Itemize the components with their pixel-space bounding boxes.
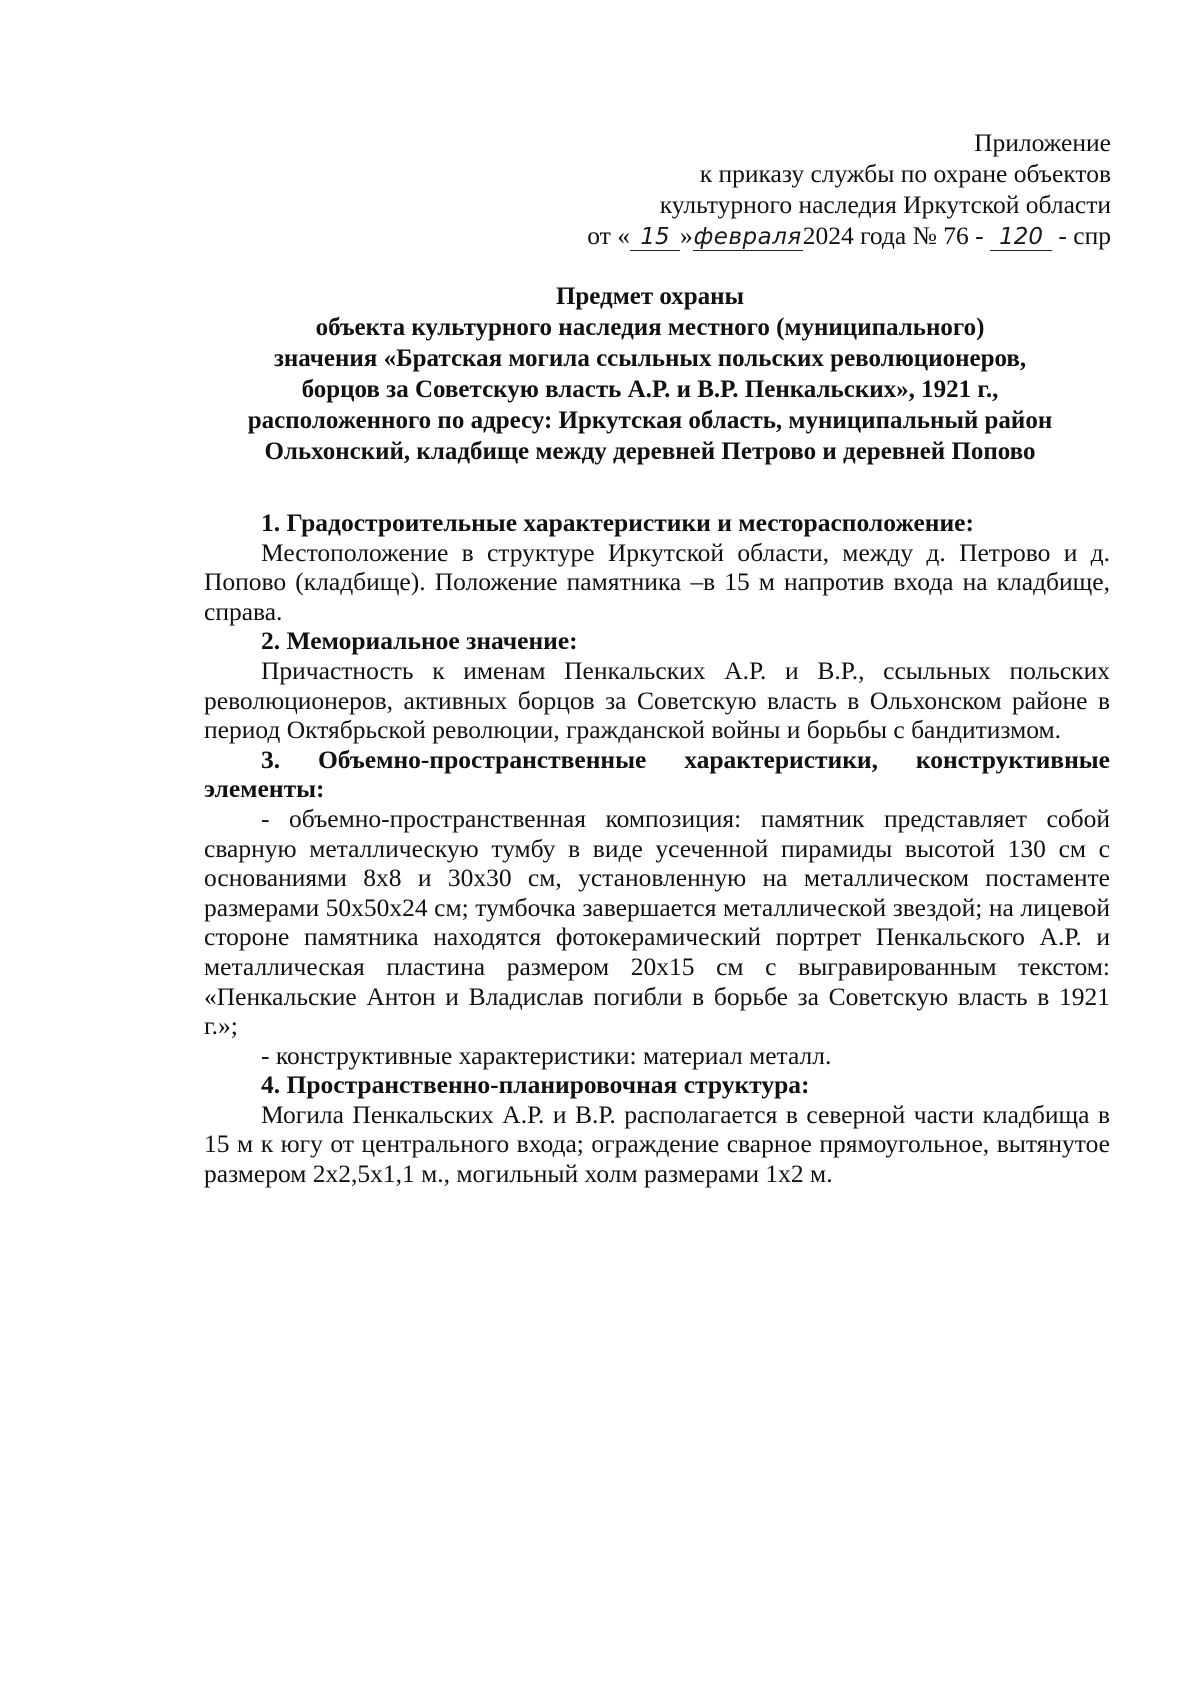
date-prefix: от « — [587, 221, 630, 250]
title-line-3: значения «Братская могила ссыльных польских революционеров, — [273, 345, 1027, 372]
section-3-paragraph-1: - объемно-пространственная композиция: памятник представляет собой сварную металлическую тумбу в виде усеченной пирамиды высотой 130 см с основаниями 8х8 и 30х30 см, установленную на металлическом постаменте размерами 50х50х24 см; тумбочка завершается металлической звездой; на лицевой стороне памятника находятся фотокерамический портрет Пенкальского А.Р. и металлическая пластина размером 20х15 см с выгравированным текстом: «Пенкальские Антон и Владислав погибли в борьбе за Советскую власть в 1921 г.»; — [204, 803, 1110, 1041]
appendix-authority-line: культурного наследия Иркутской области — [659, 190, 1111, 219]
handwritten-month: февраля — [693, 224, 802, 250]
title-line-4: борцов за Советскую власть А.Р. и В.Р. Пенкальских», 1921 г., — [301, 376, 999, 403]
section-3-paragraph-2: - конструктивные характеристики: материал металл. — [261, 1040, 832, 1070]
document-body — [204, 508, 1110, 1189]
handwritten-order-number: 120 — [990, 224, 1052, 251]
appendix-block — [471, 127, 1111, 251]
title-line-6: Ольхонский, кладбище между деревней Петрово и деревней Попово — [264, 438, 1036, 465]
section-2-heading: 2. Мемориальное значение: — [261, 626, 578, 656]
section-4-heading: 4. Пространственно-планировочная структура: — [261, 1070, 810, 1100]
section-3-heading: 3. Объемно-пространственные характеристики, конструктивные элементы: — [204, 744, 1110, 804]
handwritten-day: 15 — [630, 224, 680, 251]
appendix-title: Приложение — [974, 128, 1111, 157]
title-line-5: расположенного по адресу: Иркутская область, муниципальный район — [247, 407, 1053, 434]
order-suffix: - спр — [1058, 221, 1111, 250]
date-year-text: 2024 года № 76 - — [802, 221, 984, 250]
appendix-order-line: к приказу службы по охране объектов — [699, 159, 1111, 188]
title-line-1: Предмет охраны — [555, 283, 745, 310]
title-line-2: объекта культурного наследия местного (муниципального) — [315, 314, 985, 341]
document-title — [190, 281, 1110, 467]
section-1-heading: 1. Градостроительные характеристики и месторасположение: — [261, 508, 974, 537]
date-mid: » — [679, 221, 693, 250]
appendix-date-line — [471, 220, 1111, 251]
section-2-paragraph: Причастность к именам Пенкальских А.Р. и В.Р., ссыльных польских революционеров, активных борцов за Советскую власть в Ольхонском районе в период Октябрьской революции, гражданской войны и борьбы с бандитизмом. — [204, 655, 1110, 745]
section-1-paragraph: Местоположение в структуре Иркутской области, между д. Петрово и д. Попово (кладбище). Положение памятника –в 15 м напротив входа на кладбище, справа. — [204, 537, 1110, 626]
section-4-paragraph: Могила Пенкальских А.Р. и В.Р. располагается в северной части кладбища в 15 м к югу от центрального входа; ограждение сварное прямоугольное, вытянутое размером 2х2,5х1,1 м., могильный холм размерами 1х2 м. — [204, 1099, 1110, 1189]
